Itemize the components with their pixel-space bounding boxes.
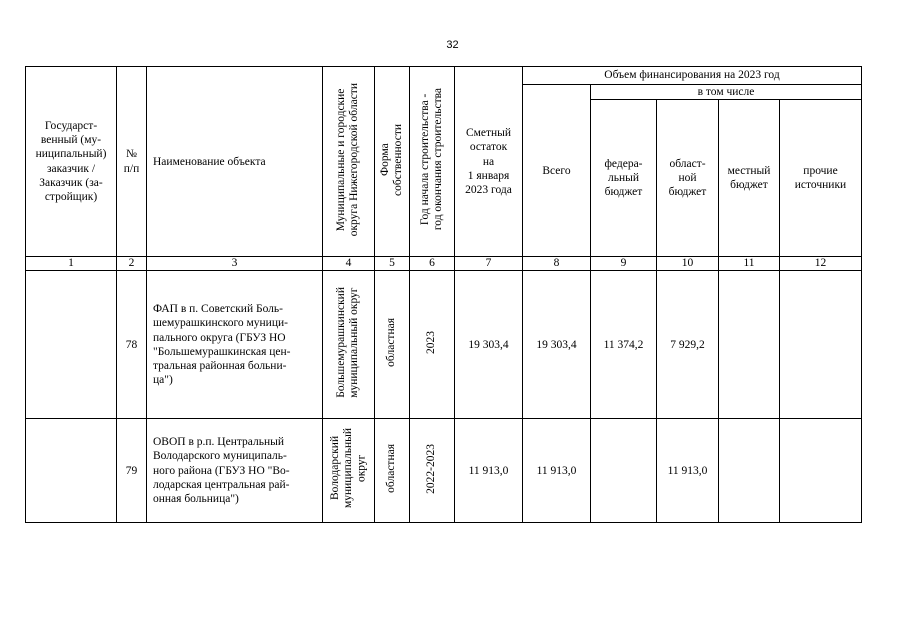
cell-other [780,271,862,419]
cell-total: 19 303,4 [523,271,591,419]
cell-ownership: областная [375,271,410,419]
cell-estimate-balance: 11 913,0 [455,419,523,523]
cell-number: 78 [117,271,147,419]
cell-object-name: ФАП в п. Советский Боль- шемурашкинского муници- пального округа (ГБУЗ НО "Большемурашкинская цен- тральная районная больни- ца") [147,271,323,419]
header-regional: област- ной бюджет [657,100,719,257]
cell-ownership: областная [375,419,410,523]
table-row [26,419,862,523]
column-number: 1 [26,257,117,271]
column-number: 6 [410,257,455,271]
header-total: Всего [523,85,591,257]
cell-regional: 11 913,0 [657,419,719,523]
cell-customer [26,419,117,523]
cell-years: 2022-2023 [410,419,455,523]
header-object-name: Наименование объекта [147,67,323,257]
cell-object-name: ОВОП в р.п. Центральный Володарского муниципаль- ного района (ГБУЗ НО "Во- лодарская центральная рай- онная больница") [147,419,323,523]
page-number: 32 [446,39,459,51]
cell-federal: 11 374,2 [591,271,657,419]
cell-municipality: Большемурашкинский муниципальный округ [323,271,375,419]
column-number: 12 [780,257,862,271]
cell-local [719,419,780,523]
column-number: 3 [147,257,323,271]
header-funding-volume: Объем финансирования на 2023 год [523,67,862,85]
header-municipality: Муниципальные и городские округа Нижегородской области [323,67,375,257]
header-number: № п/п [117,67,147,257]
column-number: 9 [591,257,657,271]
header-including: в том числе [591,85,862,100]
column-number: 2 [117,257,147,271]
cell-years: 2023 [410,271,455,419]
header-other: прочие источники [780,100,862,257]
header-federal: федера- льный бюджет [591,100,657,257]
column-number: 11 [719,257,780,271]
cell-number: 79 [117,419,147,523]
header-local: местный бюджет [719,100,780,257]
column-number: 7 [455,257,523,271]
cell-customer [26,271,117,419]
header-customer: Государст- венный (му- ниципальный) заказчик / Заказчик (за- стройщик) [26,67,117,257]
column-number: 8 [523,257,591,271]
cell-estimate-balance: 19 303,4 [455,271,523,419]
header-ownership: Форма собственности [375,67,410,257]
cell-total: 11 913,0 [523,419,591,523]
header-years: Год начала строительства - год окончания строительства [410,67,455,257]
cell-federal [591,419,657,523]
cell-local [719,271,780,419]
cell-other [780,419,862,523]
cell-municipality: Володарский муниципальный округ [323,419,375,523]
column-number: 10 [657,257,719,271]
header-estimate-balance: Сметный остаток на 1 января 2023 года [455,67,523,257]
financing-table [25,66,862,523]
column-number: 5 [375,257,410,271]
table-row [26,271,862,419]
cell-regional: 7 929,2 [657,271,719,419]
column-number: 4 [323,257,375,271]
